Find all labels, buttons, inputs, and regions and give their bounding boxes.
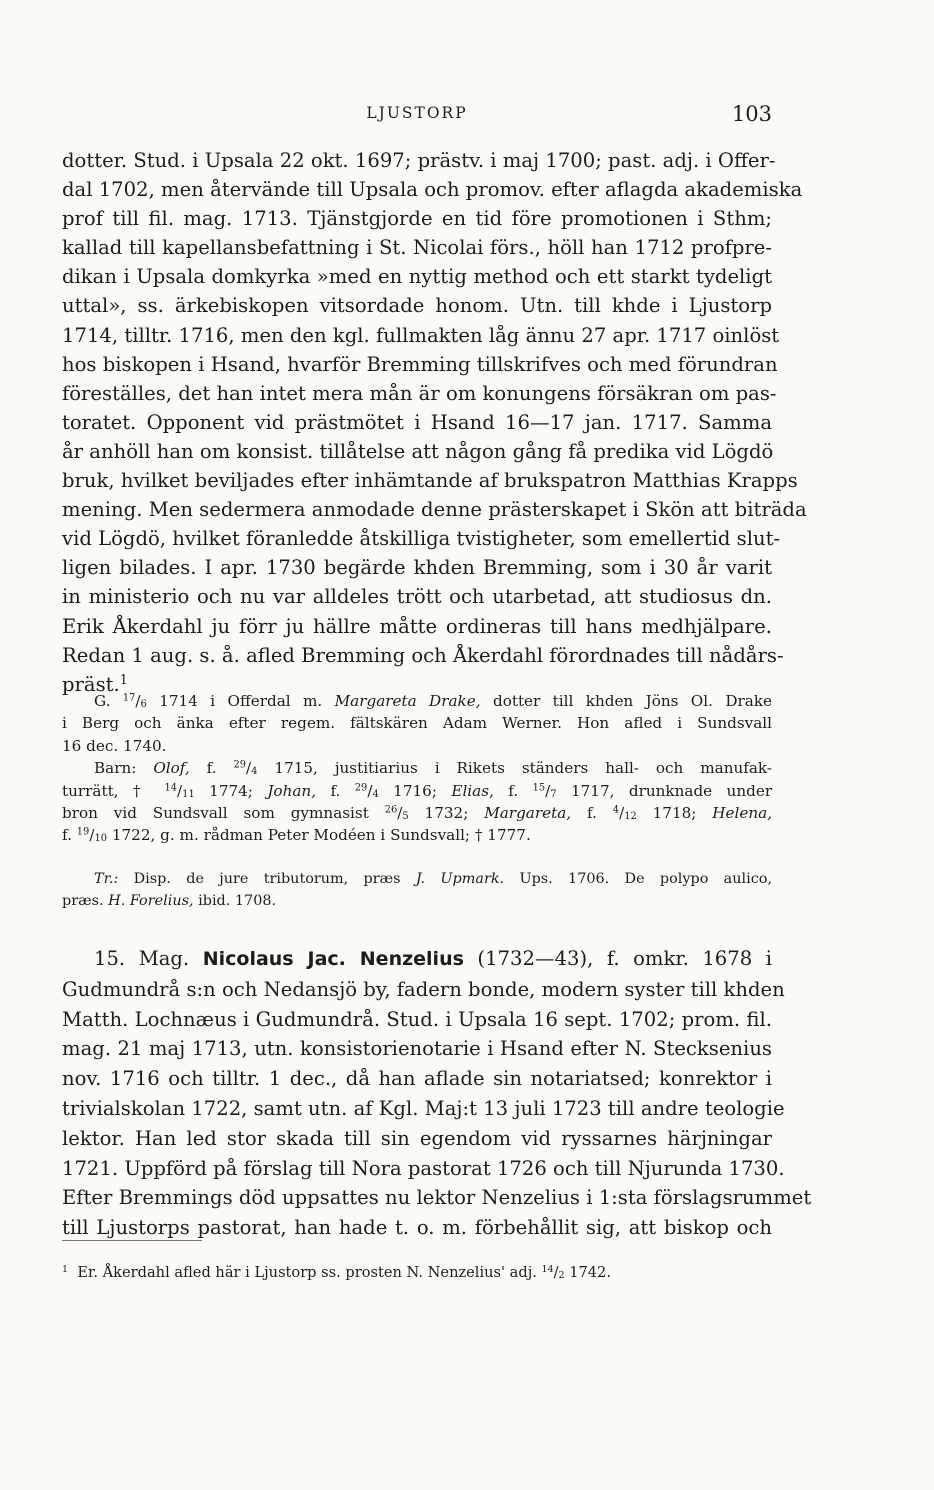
entry-heading-line [62,944,772,975]
entry-number: 15. [94,947,126,970]
text-line: lektor. Han led stor skada till sin egendom vid ryssarnes härjningar [62,1126,772,1150]
date-denominator: 11 [182,788,195,800]
text-line: ligen bilades. I apr. 1730 begärde khden Bremming, som i 30 år varit [62,556,772,580]
text-fragment: f. [586,804,597,823]
text-fragment: Disp. de jure tributorum, præs [133,871,401,887]
date-numerator: 4 [612,804,620,816]
person-name: J. Upmark. [415,871,505,887]
text-line: prof till fil. mag. 1713. Tjänstgjorde en tid före promotionen i Sthm; [62,207,772,231]
text-line: föreställes, det han intet mera mån är om konungens försäkran om pas- [62,381,777,405]
text-line: dikan i Upsala domkyrka »med en nyttig method och ett starkt tydeligt [62,265,772,289]
text-line: Erik Åkerdahl ju förr ju hällre måtte ordineras till hans medhjälpare. [62,614,772,638]
children-line: turrätt, † $^{14}/_{11}$ 1774; Johan, f. $^{29}/_4$ 1716; Elias, f. $^{15}/_7$ 1717, drunknade under [62,781,773,800]
footnote-divider [62,1240,202,1241]
date-denominator: 2 [558,1269,565,1281]
text-fragment: 1774; [209,781,253,800]
text-line: till Ljustorps pastorat, han hade t. o. m. förbehållit sig, att biskop och [62,1216,772,1240]
date-numerator: 14 [164,782,178,794]
text-line: in ministerio och nu var alldeles trött och utarbetad, att studiosus dn. [62,585,772,609]
child-name: Elias, [451,781,494,800]
family-notes [62,690,772,847]
text-line: dal 1702, men återvände till Upsala och promov. efter aflagda akademiska [62,178,803,202]
children-line: f. $^{19}/_{10}$ 1722, g. m. rådman Peter Modéen i Sundsvall; † 1777. [62,826,531,845]
text-fragment: 1722, g. m. rådman Peter Modéen i Sundsvall; † 1777. [111,826,531,845]
child-name: Margareta, [484,804,572,823]
text-fragment: Ups. 1706. De polypo aulico, [519,871,773,887]
page-header [62,102,772,128]
text-fragment: 1716; [393,781,437,800]
text-fragment: f. [206,759,217,778]
date-numerator: 17 [122,692,136,704]
text-line: år anhöll han om konsist. tillåtelse att någon gång få predika vid Lögdö [62,439,774,463]
text-line: toratet. Opponent vid prästmötet i Hsand 16—17 jan. 1717. Samma [62,410,772,434]
text-fragment: G. [94,692,111,710]
text-fragment: präst. [62,672,120,696]
text-fragment: (1732—43), f. omkr. 1678 i [477,947,772,970]
date-numerator: 14 [541,1263,554,1275]
date-denominator: 10 [94,833,108,845]
text-fragment: ibid. 1708. [198,893,277,909]
text-fragment: Barn: [94,759,137,778]
text-line: trivialskolan 1722, samt utn. af Kgl. Maj:t 13 juli 1723 till andre teologie [62,1096,785,1120]
spouse-name: Margareta Drake, [334,692,481,710]
text-fragment: Er. Åkerdahl afled här i Ljustorp ss. prosten N. Nenzelius' adj. [77,1264,537,1281]
main-paragraph [62,146,807,699]
children-line: bron vid Sundsvall som gymnasist $^{26}/_5$ 1732; Margareta, f. $^4/_{12}$ 1718; Helena, [62,804,773,823]
footnote-reference: 1 [119,672,128,688]
text-line [62,890,772,912]
date-numerator: 29 [354,782,368,794]
child-name: Olof, [153,759,190,778]
text-line: Matth. Lochnæus i Gudmundrå. Stud. i Upsala 16 sept. 1702; prom. fil. [62,1007,772,1031]
person-name: Nicolaus Jac. Nenzelius [202,948,464,970]
running-head: LJUSTORP [366,104,468,122]
date-denominator: 7 [550,788,557,800]
marriage-line: G. $^{17}/_6$ 1714 i Offerdal m. Margareta Drake, dotter till khden Jöns Ol. Drake [94,692,773,710]
date-denominator: 4 [372,788,379,800]
children-line: Barn: Olof, f. $^{29}/_4$ 1715, justitiarius i Rikets ständers hall- och manufak- [94,759,772,778]
text-line: Gudmundrå s:n och Nedansjö by, fadern bonde, modern syster till khden [62,977,785,1001]
date-denominator: 4 [251,766,258,778]
text-fragment: 1715, justitiarius i Rikets ständers hall- och manufak- [274,759,772,778]
text-fragment: turrätt, † [62,781,151,800]
date-denominator: 12 [624,811,637,823]
footnote: $^1$ Er. Åkerdahl afled här i Ljustorp ss. prosten N. Nenzelius' adj. $^{14}/_2$ 1742. [62,1263,611,1281]
child-name: Helena, [712,804,773,823]
footnote-number: 1 [62,1263,69,1275]
text-fragment: f. [508,781,519,800]
text-fragment: 1718; [652,804,697,823]
text-fragment: f. [62,826,72,845]
text-line: uttal», ss. ärkebiskopen vitsordade honom. Utn. till khde i Ljustorp [62,294,772,318]
date-numerator: 19 [76,827,90,839]
text-fragment: 1732; [424,804,469,823]
page-number: 103 [731,102,772,126]
text-line: mening. Men sedermera anmodade denne prästerskapet i Skön att biträda [62,498,807,522]
text-fragment: 1742. [569,1264,611,1281]
text-line: nov. 1716 och tilltr. 1 dec., då han aflade sin notariatsed; konrektor i [62,1067,772,1091]
date-numerator: 26 [384,804,398,816]
text-line: bruk, hvilket beviljades efter inhämtande af brukspatron Matthias Krapps [62,469,798,493]
text-line: vid Lögdö, hvilket föranledde åtskilliga tvistigheter, som emellertid slut- [62,527,781,551]
text-line: kallad till kapellansbefattning i St. Nicolai förs., höll han 1712 profpre- [62,236,772,260]
date-numerator: 15 [532,782,546,794]
text-line: 1721. Uppförd på förslag till Nora pastorat 1726 och till Njurunda 1730. [62,1156,785,1180]
text-fragment: dotter till khden Jöns Ol. Drake [492,692,773,710]
date-denominator: 6 [140,698,147,710]
text-fragment: 1714 i Offerdal m. [159,692,323,710]
text-line: i Berg och änka efter regem. fältskären Adam Werner. Hon afled i Sundsvall [62,714,772,733]
date-numerator: 29 [233,759,247,771]
academic-title: Mag. [138,947,190,970]
text-fragment: bron vid Sundsvall som gymnasist [62,804,369,823]
text-line: dotter. Stud. i Upsala 22 okt. 1697; prästv. i maj 1700; past. adj. i Offer- [62,149,776,172]
works-label: Tr.: [94,871,119,887]
text-fragment: 1717, drunknade under [570,781,773,800]
text-line: Redan 1 aug. s. å. afled Bremming och Åkerdahl förordnades till nådårs- [62,643,784,667]
text-line: Efter Bremmings död uppsattes nu lektor Nenzelius i 1:sta förslagsrummet [62,1186,812,1210]
text-line [62,868,772,890]
text-line: 16 dec. 1740. [62,736,167,755]
text-fragment: f. [330,781,341,800]
printed-works [62,868,772,912]
text-fragment: præs. [62,893,104,909]
person-name: H. Forelius, [108,893,194,909]
text-line: 1714, tilltr. 1716, men den kgl. fullmakten låg ännu 27 apr. 1717 oinlöst [62,323,780,347]
biography-entry [62,944,812,1243]
date-denominator: 5 [402,811,409,823]
child-name: Johan, [267,781,317,800]
text-line: hos biskopen i Hsand, hvarför Bremming tillskrifves och med förundran [62,352,778,376]
text-line: mag. 21 maj 1713, utn. konsistorienotarie i Hsand efter N. Stecksenius [62,1037,772,1061]
